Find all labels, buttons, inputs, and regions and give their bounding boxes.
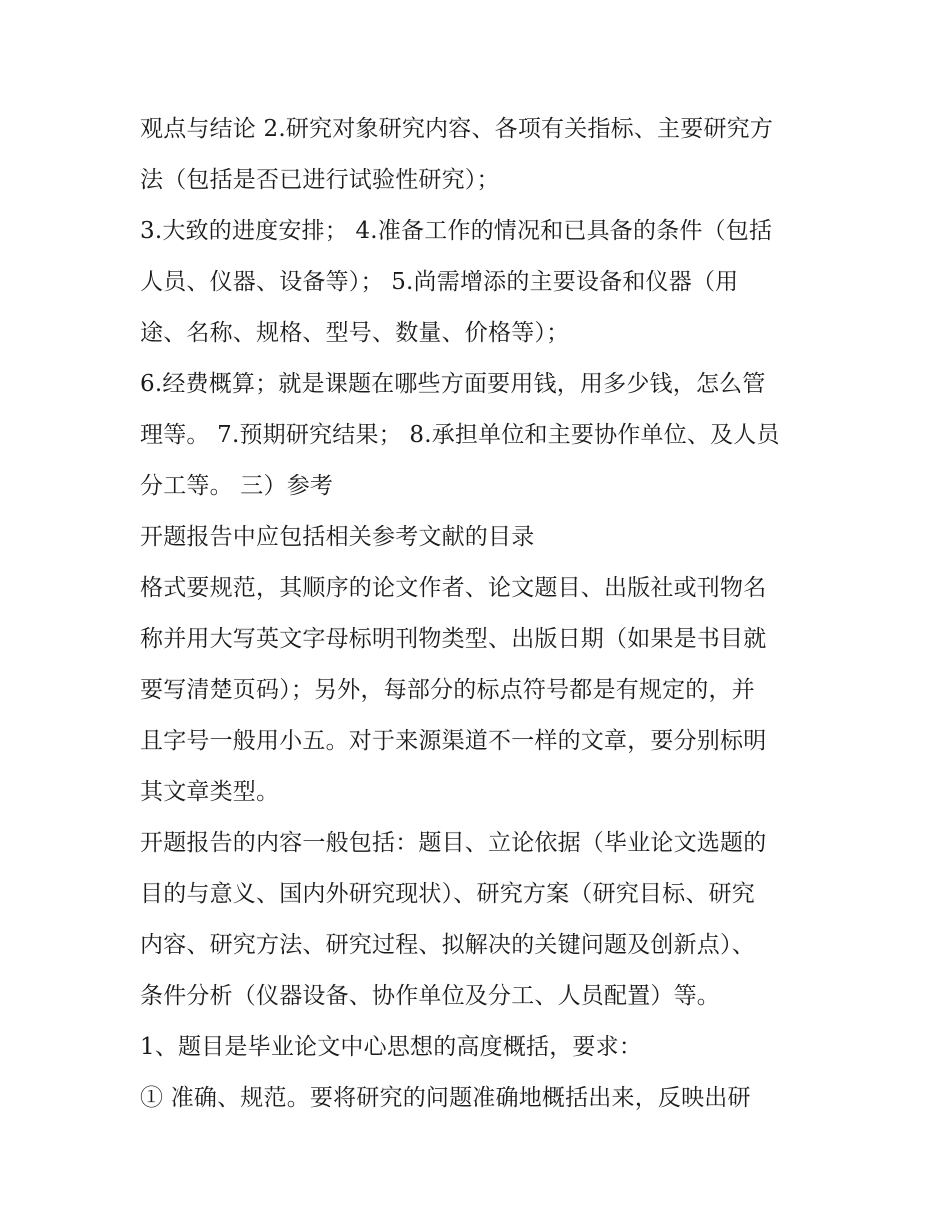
text-line: ① 准确、规范。要将研究的问题准确地概括出来，反映出研	[140, 1085, 751, 1111]
text-line: 内容、研究方法、研究过程、拟解决的关键问题及创新点）、	[140, 932, 755, 958]
text-line: 要写清楚页码）；另外，每部分的标点符号都是有规定的，并	[140, 677, 755, 703]
text-line: 理等。 7.预期研究结果； 8.承担单位和主要协作单位、及人员	[140, 422, 780, 448]
text-line: 且字号一般用小五。对于来源渠道不一样的文章，要分别标明	[140, 728, 767, 754]
text-line: 称并用大写英文字母标明刊物类型、出版日期（如果是书目就	[140, 626, 767, 652]
text-line: 途、名称、规格、型号、数量、价格等）；	[140, 320, 570, 346]
text-line: 3.大致的进度安排； 4.准备工作的情况和已具备的条件（包括	[140, 218, 773, 244]
text-line: 其文章类型。	[140, 779, 280, 805]
text-line: 6.经费概算；就是课题在哪些方面要用钱，用多少钱，怎么管	[140, 371, 766, 397]
text-line: 开题报告的内容一般包括：题目、立论依据（毕业论文选题的	[140, 830, 767, 856]
text-line: 分工等。 三）参考	[140, 473, 334, 499]
document-body	[140, 104, 815, 1124]
text-line: 人员、仪器、设备等）； 5.尚需增添的主要设备和仪器（用	[140, 269, 739, 295]
text-line: 1、题目是毕业论文中心思想的高度概括，要求：	[140, 1034, 643, 1060]
text-line: 法（包括是否已进行试验性研究）；	[140, 167, 500, 193]
text-line: 开题报告中应包括相关参考文献的目录	[140, 524, 535, 550]
text-line: 格式要规范，其顺序的论文作者、论文题目、出版社或刊物名	[140, 575, 767, 601]
text-line: 条件分析（仪器设备、协作单位及分工、人员配置）等。	[140, 983, 720, 1009]
text-line: 观点与结论 2.研究对象研究内容、各项有关指标、主要研究方	[140, 116, 774, 142]
text-line: 目的与意义、国内外研究现状）、研究方案（研究目标、研究	[140, 881, 755, 907]
